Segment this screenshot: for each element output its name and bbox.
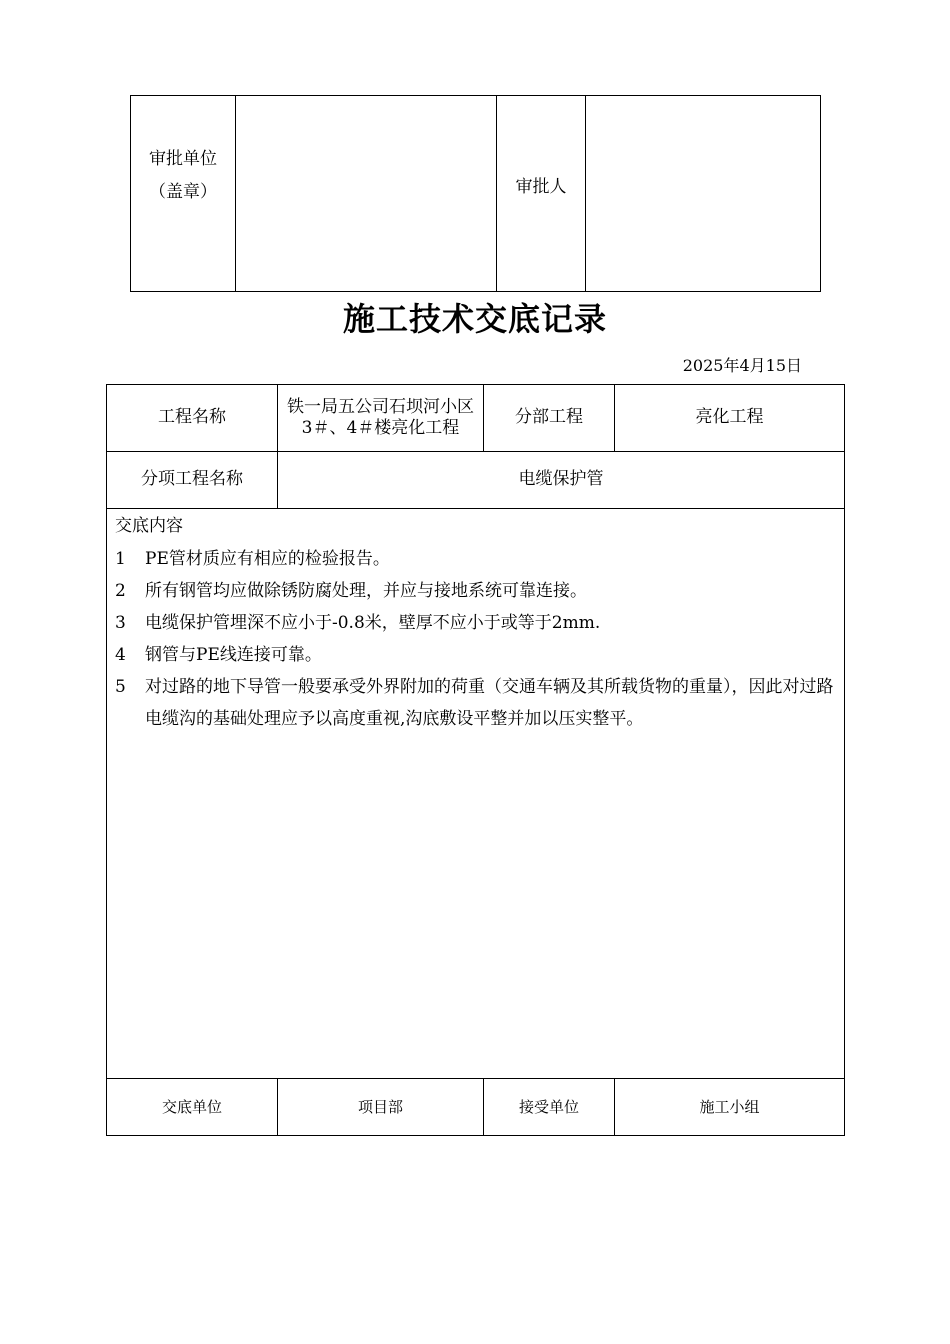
division-label: 分部工程 [484,385,615,452]
approver-value[interactable] [586,96,821,292]
approver-label: 审批人 [515,176,567,197]
page-title: 施工技术交底记录 [342,300,607,338]
handover-unit-label: 交底单位 [107,1079,278,1136]
content-list [115,543,836,735]
list-item-number: 4 [115,645,126,665]
approval-row [131,96,821,292]
content-cell [107,509,845,1079]
approval-unit-label-cell [131,96,236,292]
subitem-label: 分项工程名称 [107,452,278,509]
list-item-text: PE管材质应有相应的检验报告。 [145,549,390,569]
list-item-text: 所有钢管均应做除锈防腐处理，并应与接地系统可靠连接。 [145,581,587,601]
project-row [107,385,845,452]
receiving-unit-label: 接受单位 [484,1079,615,1136]
footer-row [107,1079,845,1136]
approval-table [130,95,821,292]
record-date: 2025年4月15日 [682,356,802,375]
list-item [115,543,836,575]
subitem-row [107,452,845,509]
approval-unit-label [149,143,217,208]
approval-unit-label-line2: （盖章） [149,181,217,202]
list-item-number: 2 [115,581,126,601]
receiving-unit-value: 施工小组 [615,1079,845,1136]
approval-unit-value[interactable] [236,96,497,292]
list-item-text: 对过路的地下导管一般要承受外界附加的荷重（交通车辆及其所载货物的重量），因此对过路电缆沟的基础处理应予以高度重视,沟底敷设平整并加以压实整平。 [145,677,834,729]
handover-unit-value: 项目部 [278,1079,484,1136]
subitem-value: 电缆保护管 [278,452,845,509]
approval-unit-label-line1: 审批单位 [149,149,217,170]
list-item-number: 1 [115,549,126,569]
list-item-number: 3 [115,613,126,633]
approver-label-cell [497,96,586,292]
list-item [115,639,836,671]
list-item [115,671,836,735]
list-item-text: 电缆保护管埋深不应小于-0.8米，壁厚不应小于或等于2mm. [145,613,601,633]
project-name-value: 铁一局五公司石坝河小区3＃、4＃楼亮化工程 [278,385,484,452]
project-name-label: 工程名称 [107,385,278,452]
record-table [106,384,845,1136]
list-item-text: 钢管与PE线连接可靠。 [145,645,322,665]
division-value: 亮化工程 [615,385,845,452]
list-item [115,607,836,639]
content-heading: 交底内容 [115,516,183,536]
list-item-number: 5 [115,677,126,697]
content-row [107,509,845,1079]
list-item [115,575,836,607]
